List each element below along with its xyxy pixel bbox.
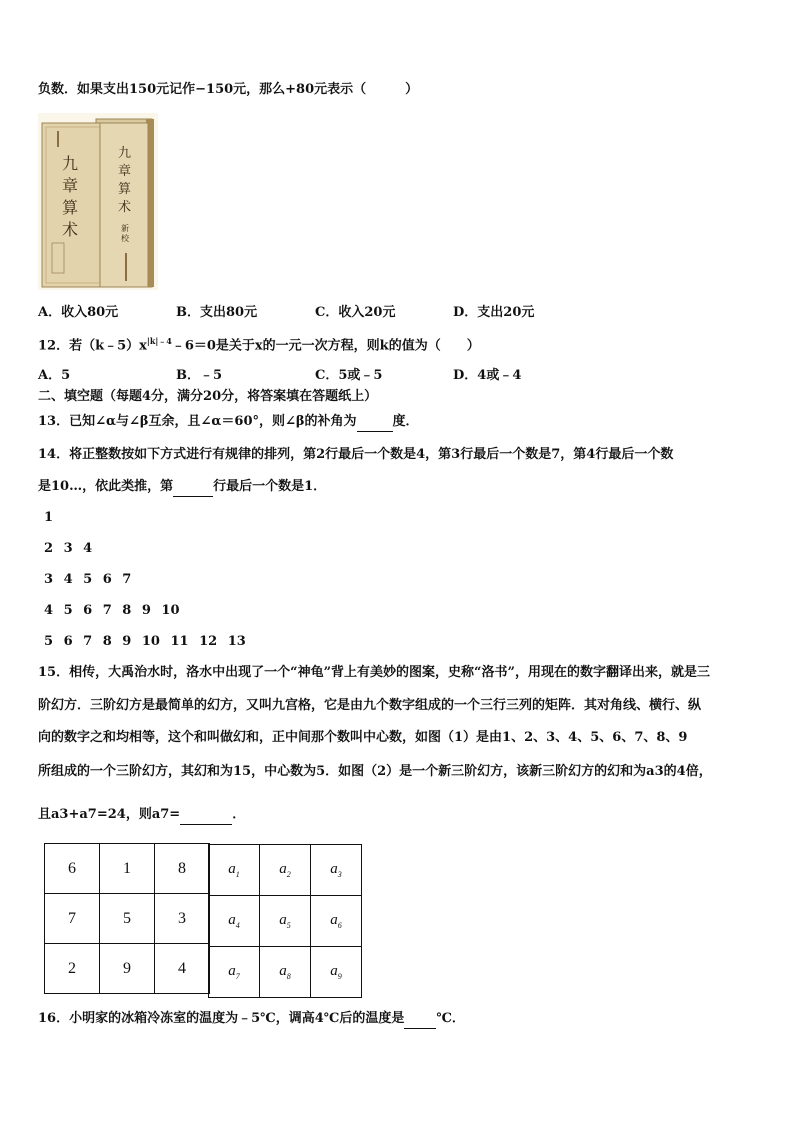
q14-row-3: 3 4 5 6 7 (44, 572, 132, 587)
q12-option-c[interactable]: C．5或﹣5 (315, 368, 383, 383)
grid2-cell: $a_7$ (209, 947, 260, 998)
q12-options (38, 364, 758, 382)
q14-line2 (38, 478, 326, 497)
q15-line1: 15．相传，大禹治水时，洛水中出现了一个“神龟”背上有美妙的图案，史称“洛书”，用现在的数字翻译出来，就是三 (38, 665, 711, 680)
q16-stem-pre: 16．小明家的冰箱冷冻室的温度为﹣5℃，调高4℃后的温度是 (38, 1011, 405, 1026)
svg-text:术: 术 (62, 220, 79, 239)
svg-text:九: 九 (118, 146, 132, 161)
magic-square-1 (44, 843, 210, 994)
q11-stem: 负数．如果支出150元记作−150元，那么+80元表示（ ） (38, 82, 419, 97)
q11-option-a[interactable]: A．收入80元 (38, 305, 119, 320)
q16-stem-post: ℃． (436, 1011, 465, 1026)
grid1-cell: 4 (155, 944, 210, 994)
grid2-cell: $a_2$ (260, 845, 311, 896)
q12-exponent: |k|﹣4 (146, 336, 172, 346)
svg-text:章: 章 (118, 164, 132, 179)
q15-line4: 所组成的一个三阶幻方，其幻和为15，中心数为5．如图（2）是一个新三阶幻方，该新三阶幻方的幻和为a3的4倍， (38, 764, 712, 779)
q15-line3: 向的数字之和均相等，这个和叫做幻和，正中间那个数叫中心数，如图（1）是由1、2、3、4、5、6、7、8、9 (38, 730, 688, 745)
q12-option-b[interactable]: B．﹣5 (176, 368, 223, 383)
svg-text:术: 术 (118, 200, 132, 215)
grid2-cell: $a_4$ (209, 896, 260, 947)
svg-text:章: 章 (62, 176, 79, 195)
q11-option-d[interactable]: D．支出20元 (453, 305, 535, 320)
grid2-cell: $a_8$ (260, 947, 311, 998)
svg-text:校: 校 (121, 234, 129, 243)
grid1-cell: 8 (155, 844, 210, 894)
grid1-cell: 5 (100, 894, 155, 944)
grid1-cell: 6 (45, 844, 100, 894)
magic-square-2 (208, 844, 362, 998)
grid1-cell: 3 (155, 894, 210, 944)
q15-line2: 阶幻方．三阶幻方是最简单的幻方，又叫九宫格，它是由九个数字组成的一个三行三列的矩阵．其对角线、横行、纵 (38, 698, 702, 713)
q14-row-1: 1 (44, 510, 54, 525)
grid1-cell: 7 (45, 894, 100, 944)
q13-stem-pre: 13．已知∠α与∠β互余，且∠α＝60°，则∠β的补角为 (38, 414, 357, 429)
q16-answer-blank[interactable] (404, 1010, 436, 1029)
q14-line2-pre: 是10…，依此类推，第 (38, 479, 174, 494)
grid1-cell: 2 (45, 944, 100, 994)
svg-text:九: 九 (62, 154, 79, 173)
q12-option-d[interactable]: D．4或﹣4 (453, 368, 522, 383)
grid2-cell: $a_9$ (311, 947, 362, 998)
q16-stem (38, 1010, 465, 1029)
q15-line5-post: ． (232, 807, 246, 822)
q15-answer-blank[interactable] (180, 806, 232, 825)
q14-row-2: 2 3 4 (44, 541, 93, 556)
q11-option-b[interactable]: B．支出80元 (176, 305, 258, 320)
svg-text:算: 算 (62, 198, 79, 217)
grid2-cell: $a_5$ (260, 896, 311, 947)
q14-row-4: 4 5 6 7 8 9 10 (44, 603, 180, 618)
q14-line2-post: 行最后一个数是1． (213, 479, 327, 494)
q15-line5-pre: 且a3+a7=24，则a7= (38, 807, 181, 822)
q12-stem (38, 332, 480, 355)
q12-option-a[interactable]: A．5 (38, 368, 71, 383)
svg-text:新: 新 (121, 224, 129, 233)
q11-option-c[interactable]: C．收入20元 (315, 305, 396, 320)
grid1-cell: 1 (100, 844, 155, 894)
grid2-cell: $a_3$ (311, 845, 362, 896)
q14-line1: 14．将正整数按如下方式进行有规律的排列，第2行最后一个数是4，第3行最后一个数是7，第4行最后一个数 (38, 447, 674, 462)
grid2-cell: $a_6$ (311, 896, 362, 947)
q14-answer-blank[interactable] (173, 478, 213, 497)
section-heading: 二、填空题（每题4分，满分20分，将答案填在答题纸上） (38, 389, 378, 404)
q12-stem-post: ﹣6＝0是关于x的一元一次方程，则k的值为（ ） (171, 338, 480, 354)
q12-stem-pre: 12．若（k﹣5）x (38, 338, 147, 354)
q13-stem (38, 413, 419, 432)
q15-line5 (38, 806, 245, 825)
grid1-cell: 9 (100, 944, 155, 994)
q14-row-5: 5 6 7 8 9 10 11 12 13 (44, 634, 246, 649)
q13-stem-post: 度． (392, 414, 419, 429)
grid2-cell: $a_1$ (209, 845, 260, 896)
book-image (38, 113, 158, 290)
q11-options (38, 301, 758, 319)
q13-answer-blank[interactable] (357, 413, 393, 432)
svg-text:算: 算 (118, 182, 132, 197)
